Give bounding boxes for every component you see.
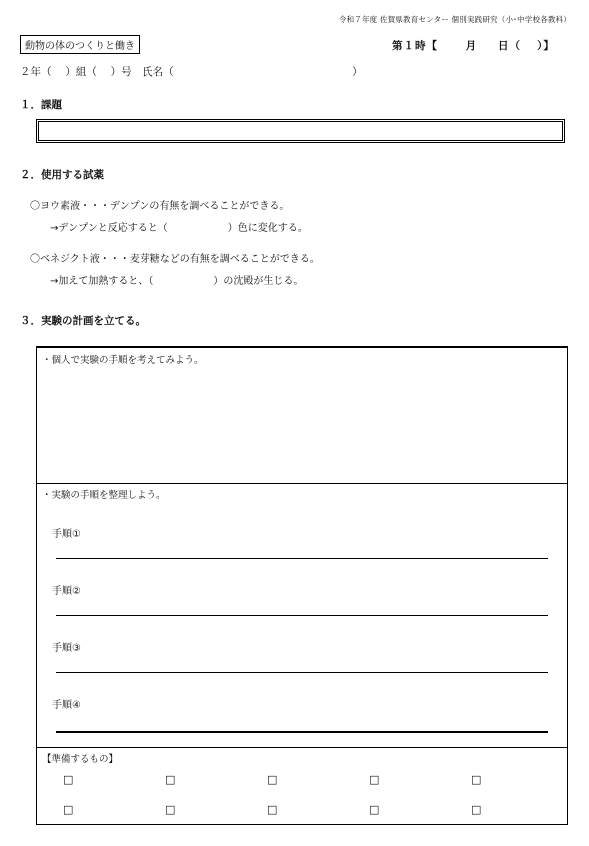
period-date: 第１時【 月 日（ ）】 [392, 40, 555, 52]
step-2-label: 手順② [52, 586, 81, 597]
prepare-checkbox-3[interactable]: □ [267, 773, 278, 786]
section-plan: ３．実験の計画を立てる。 [20, 315, 146, 327]
prepare-checkbox-2[interactable]: □ [165, 773, 176, 786]
plan-divider-1 [37, 483, 567, 484]
unit-title: 動物の体のつくりと働き [20, 35, 140, 54]
step-1-line[interactable] [56, 558, 548, 559]
plan-box [36, 346, 568, 825]
reagent-iodine-note: →デンプンと反応すると（ ）色に変化する。 [50, 223, 308, 234]
prepare-checkbox-10[interactable]: □ [471, 803, 482, 816]
student-info: ２年（ ）組（ ）号 氏名（ ） [20, 66, 363, 78]
prepare-checkbox-7[interactable]: □ [165, 803, 176, 816]
plan-divider-2 [37, 747, 567, 748]
plan-individual-prompt: ・個人で実験の手順を考えてみよう。 [42, 355, 204, 366]
step-4-line[interactable] [56, 731, 548, 733]
prepare-checkbox-1[interactable]: □ [63, 773, 74, 786]
step-1-label: 手順① [52, 529, 81, 540]
prepare-checkbox-9[interactable]: □ [369, 803, 380, 816]
prepare-checkbox-8[interactable]: □ [267, 803, 278, 816]
reagent-benedict-note: →加えて加熱すると、（ ）の沈殿が生じる。 [50, 276, 304, 287]
kadai-box[interactable] [36, 119, 565, 143]
step-2-line[interactable] [56, 615, 548, 616]
prepare-checkbox-6[interactable]: □ [63, 803, 74, 816]
section-kadai: １．課題 [20, 99, 62, 111]
prepare-heading: 【準備するもの】 [42, 754, 119, 765]
section-reagents: ２．使用する試薬 [20, 169, 104, 181]
prepare-checkbox-5[interactable]: □ [471, 773, 482, 786]
step-3-label: 手順③ [52, 643, 81, 654]
header-org: 令和７年度 佐賀県教育センター 個別実践研究（小･中学校各教科） [338, 15, 571, 24]
reagent-benedict: 〇ベネジクト液・・・麦芽糖などの有無を調べることができる。 [30, 254, 320, 265]
step-4-label: 手順④ [52, 700, 81, 711]
plan-organize-prompt: ・実験の手順を整理しよう。 [42, 490, 166, 501]
step-3-line[interactable] [56, 672, 548, 673]
reagent-iodine: 〇ヨウ素液・・・デンプンの有無を調べることができる。 [30, 201, 290, 212]
prepare-checkbox-4[interactable]: □ [369, 773, 380, 786]
